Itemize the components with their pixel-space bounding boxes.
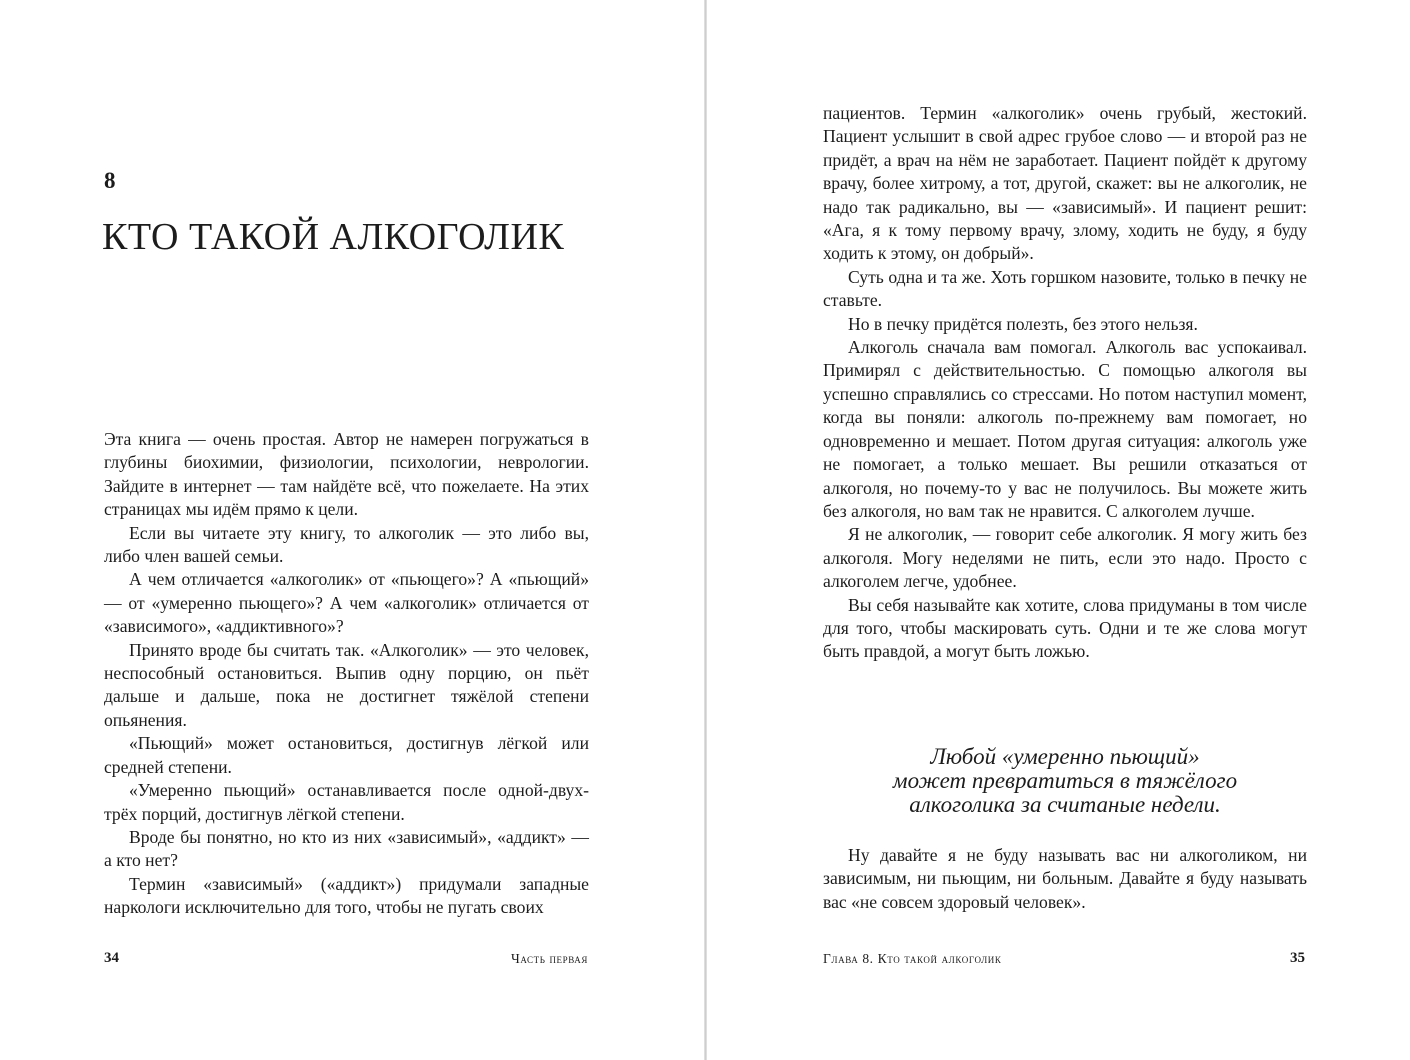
paragraph: А чем отличается «алкоголик» от «пьющего»? А «пьющий» — от «умеренно пьющего»? А чем «алкоголик» отличается от «зависимого», «аддиктивного»?	[104, 569, 589, 637]
paragraph: Если вы читаете эту книгу, то алкоголик — это либо вы, либо член вашей семьи.	[104, 522, 589, 567]
paragraph: Я не алкоголик, — говорит себе алкоголик. Я могу жить без алкоголя. Могу неделями не пить, если это надо. Просто с алкоголем легче, удобнее.	[823, 524, 1307, 592]
chapter-number: 8	[104, 168, 116, 193]
paragraph: «Пьющий» может остановиться, достигнув лёгкой или средней степени.	[104, 733, 589, 777]
running-head: Часть первая	[510, 951, 588, 966]
page-number: 35	[1290, 950, 1305, 966]
pull-quote-line: алкоголика за считаные недели.	[909, 792, 1221, 817]
paragraph: Принято вроде бы считать так. «Алкоголик» — это человек, неспособный остановиться. Выпив одну порцию, он пьёт дальше и дальше, пока не достигнет тяжёлой степени опьянения.	[104, 639, 589, 730]
chapter-title: КТО ТАКОЙ АЛКОГОЛИК	[102, 216, 565, 258]
paragraph: Ну давайте я не буду называть вас ни алкоголиком, ни зависимым, ни пьющим, ни больным. Давайте я буду называть вас «не совсем здоровый человек».	[823, 845, 1307, 912]
paragraph: Вы себя называйте как хотите, слова придуманы в том числе для того, чтобы маскировать суть. Одни и те же слова могут быть правдой, а могут быть ложью.	[823, 594, 1307, 662]
paragraph: Но в печку придётся полезть, без этого нельзя.	[848, 313, 1198, 334]
paragraph: Алкоголь сначала вам помогал. Алкоголь вас успокаивал. Примирял с действительностью. С помощью алкоголя вы успешно справлялись со стрессами. Но потом наступил момент, когда вы поняли: алкоголь по-прежнему вам помогает, но одновременно и мешает. Потом другая ситуация: алкоголь уже не помогает, а только мешает. Вы решили отказаться от алкоголя, но почему-то у вас не получилось. Вы можете жить без алкоголя, но вам так не нравится. С алкоголем лучше.	[823, 337, 1307, 521]
paragraph: Эта книга — очень простая. Автор не намерен погружаться в глубины биохимии, физиологии, психологии, неврологии. Зайдите в интернет — там найдёте всё, что пожелаете. На этих страницах мы идём прямо к цели.	[104, 429, 589, 520]
pull-quote-line: может превратиться в тяжёлого	[892, 768, 1238, 793]
paragraph: «Умеренно пьющий» останавливается после одной-двух-трёх порций, достигнув лёгкой степени.	[104, 780, 589, 824]
pull-quote	[823, 745, 1307, 817]
page-number: 34	[104, 950, 119, 966]
right-page-body	[823, 102, 1307, 664]
right-page-body-bottom	[823, 844, 1307, 914]
paragraph: Вроде бы понятно, но кто из них «зависимый», «аддикт» — а кто нет?	[104, 826, 589, 871]
paragraph: Суть одна и та же. Хоть горшком назовите, только в печку не ставьте.	[823, 266, 1307, 311]
running-head: Глава 8. Кто такой алкоголик	[823, 951, 1002, 966]
pull-quote-line: Любой «умеренно пьющий»	[930, 744, 1200, 769]
paragraph: Термин «зависимый» («аддикт») придумали западные наркологи исключительно для того, чтобы не пугать своих	[104, 873, 589, 918]
left-page-body	[104, 428, 589, 920]
left-page	[0, 0, 704, 1060]
paragraph: пациентов. Термин «алкоголик» очень грубый, жестокий. Пациент услышит в свой адрес грубое слово — и второй раз не придёт, а врач на нём не заработает. Пациент пойдёт к другому врачу, более хитрому, а тот, другой, скажет: вы не алкоголик, не надо так радикально, вы — «зависимый». И пациент решит: «Ага, я к тому первому врачу, злому, ходить не буду, я буду ходить к этому, он добрый».	[823, 103, 1307, 264]
right-page	[707, 0, 1410, 1060]
